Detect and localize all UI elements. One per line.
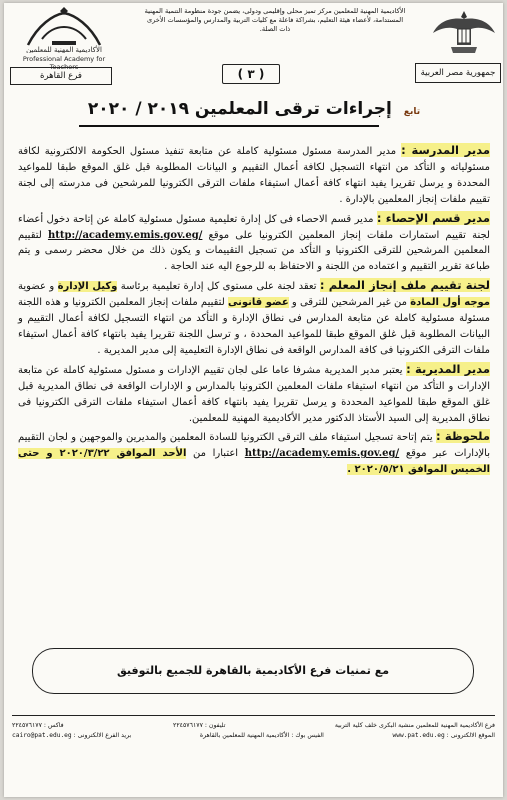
website-link[interactable]: www.pat.edu.eg [392,732,445,739]
footer-phone: تليفون : ٢٢٤٥٧٦١٧٧ [173,722,226,729]
title-text: إجراءات ترقى المعلمين ٢٠١٩ / ٢٠٢٠ [87,99,392,119]
section-heading: لجنة تقييم ملف إنجاز المعلم : [319,278,490,293]
section-heading: مدير المدرسة : [401,143,491,157]
footer [12,721,495,741]
footer-website: الموقع الالكترونى : www.pat.edu.eg [392,732,495,739]
footer-fax: فاكس : ٢٢٤٥٧٦١٧٧ [12,722,64,729]
section-text: يتم إتاحة تسجيل استيفاء ملف الترقى الكترونيا للسادة المعلمين والمديرين والموجهين و لجان التقييم بالإدارات عبر موقع [18,432,490,460]
email-link[interactable]: cairo@pat.edu.eg [12,732,72,739]
highlight-deputy: وكيل الإدارة [57,281,118,293]
section-heading: مدير المديرية : [406,361,490,376]
logo-arabic-text: الأكاديمية المهنية للمعلمين [26,46,102,53]
academy-logo-calligraphy-icon [8,5,120,53]
academy-url-link[interactable]: http://academy.emis.gov.eg/ [47,229,203,241]
section-text: و عضوية [18,281,55,293]
academy-logo [8,5,120,71]
section-note [18,429,490,478]
document-page [4,3,503,797]
page-title [64,99,444,119]
section-school-principal [18,143,490,208]
highlight-legal-member: عضو قانونى [227,297,289,309]
section-directorate-head [18,362,490,427]
letterhead [4,3,503,83]
note-dates: الأحد الموافق ٢٠٢٠/٣/٢٢ و حتى الخميس الموافق ٢٠٢٠/٥/٢١ . [18,448,490,476]
section-text: تعقد لجنة على مستوى كل إدارة تعليمية برئاسة [120,281,317,293]
highlight-supervisor: موجه أول المادة [410,297,490,309]
page-number: ( ٣ ) [222,64,280,84]
footer-facebook: الفيس بوك : الأكاديمية المهنية للمعلمين بالقاهرة [199,732,324,739]
footer-row [12,721,495,731]
branch-label: فرع القاهرة [10,67,112,85]
section-statistics-head [18,211,490,276]
footer-divider [12,715,495,716]
section-evaluation-committee [18,278,490,359]
academy-url-link[interactable]: http://academy.emis.gov.eg/ [244,448,400,460]
logo-english-text: Professional Academy for Teachers [22,55,106,71]
country-label: جمهورية مصر العربية [415,63,501,83]
closing-wish: مع تمنيات فرع الأكاديمية بالقاهرة للجميع بالتوفيق [32,648,474,694]
egypt-eagle-emblem [431,7,497,57]
footer-address: فرع الأكاديمية المهنية للمعلمين منشية البكرى خلف كلية التربية [334,722,495,729]
footer-email: بريد الفرع الالكترونى : cairo@pat.edu.eg [12,732,132,739]
document-body [18,143,490,481]
section-text: لتقييم المعلمين المرشحين للترقى الكترونيا و التأكد من تسجيل التقييمات و يكون ذلك من خلال محضر رسمى و يتم طباعة تقرير التقييم و اعتماده من اللجنة و الاحتفاظ به للرجوع اليه عند الحاجة . [18,229,490,273]
section-text: اعتبارا من [193,448,239,460]
section-heading: ملحوظة : [436,429,490,444]
footer-row [12,731,495,741]
title-underline [79,125,379,127]
section-text: مدير قسم الاحصاء فى كل إدارة تعليمية مسئول مسئولية كاملة عن إتاحة دخول أعضاء لجنة تقييم استمارات ملفات إنجاز المعلمين الكترونيا على موقع [18,213,490,241]
academy-statement: الأكاديمية المهنية للمعلمين مركز تميز محلى وإقليمى ودولى، يضمن جودة منظومة التنمية المهنية المستدامة، لأعضاء هيئة التعليم، بشراكة فاعلة مع كليات التربية والمدارس والمؤسسات الأخرى ذات الصلة. [144,7,406,34]
title-prefix: تابع [403,107,421,117]
section-text: من غير المرشحين للترقى و [291,297,407,309]
section-text: لتقييم ملفات إنجاز المعلمين الكترونيا و هذه اللجنة مسئولة مسئولية كاملة عن متابعة المدارس فى نطاق الإدارة و التأكد من انتهاء التسجيل لكافة أعمال التقييم و البيانات المطلوبة قبل غلق الموقع طبقا للمواعيد المحددة ، و ترسل اللجنة تقريرا يفيد بانتهاء كافة أعمال استيفاء ملفات الترقى الكترونيا فى كافة المدارس الواقعة فى نطاق الإدارة التعليمية إلى مدير المديرية . [18,297,490,356]
section-text: يعتبر مدير المديرية مشرفا عاما على لجان تقييم الإدارات و مسئول مسئولية كاملة عن متابعة الإدارات و التأكد من انتهاء استيفاء ملفات المعلمين الكترونيا بالمدارس و الإدارات الواقعة فى نطاق المديرية قبل غلق الموقع طبقا للمواعيد المحددة و يرسل تقريرا يفيد بانتهاء كافة أعمال استيفاء ملفات الترقى الكترونيا فى نطاق المديرية إلى السيد الأستاذ الدكتور مدير الأكاديمية المهنية للمعلمين. [18,364,490,424]
section-text: مدير المدرسة مسئول مسئولية كاملة عن متابعة تنفيذ مسئول الحكومة الالكترونية لكافة مسئولياته و التأكد من انتهاء التسجيل لكافة أعمال التقييم و البيانات المطلوبة قبل غلق الموقع طبقا للمواعيد المحددة و يرسل تقريرا يفيد انتهاء كافة أعمال استيفاء ملفات الترقى الكترونيا للمرشحين فى مدرسته إلى لجنة تقييم ملفات إنجاز المعلمين بالإدارة . [18,146,490,205]
section-heading: مدير قسم الإحصاء : [376,210,490,225]
